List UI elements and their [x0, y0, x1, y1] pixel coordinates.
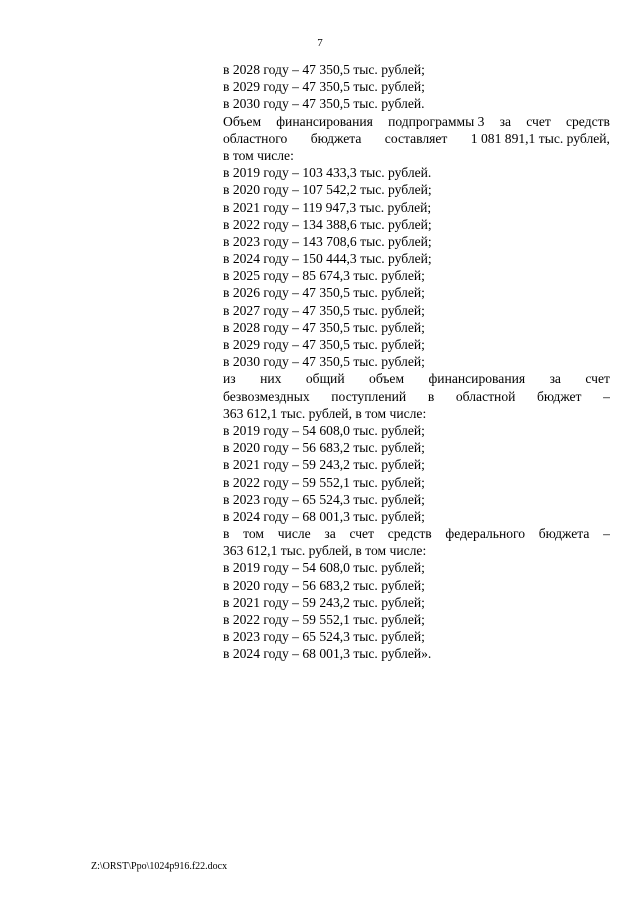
gratuitous-funding-2023: в 2023 году – 65 524,3 тыс. рублей; — [223, 491, 425, 507]
word: Объем — [223, 113, 262, 129]
gratuitous-funding-2021: в 2021 году – 59 243,2 тыс. рублей; — [223, 457, 425, 473]
regional-funding-2024: в 2024 году – 150 444,3 тыс. рублей; — [223, 251, 432, 267]
gratuitous-funding-2019: в 2019 году – 54 608,0 тыс. рублей; — [223, 422, 425, 438]
word: составляет — [384, 130, 448, 146]
federal-funding-2024: в 2024 году – 68 001,3 тыс. рублей». — [223, 646, 432, 662]
federal-funding-2021: в 2021 году – 59 243,2 тыс. рублей; — [223, 594, 425, 610]
page-number: 7 — [317, 37, 323, 49]
word: счет — [526, 113, 551, 129]
funding-line-2028: в 2028 году – 47 350,5 тыс. рублей; — [223, 62, 425, 77]
regional-funding-2021: в 2021 году – 119 947,3 тыс. рублей; — [223, 199, 432, 215]
regional-funding-2019: в 2019 году – 103 433,3 тыс. рублей. — [223, 165, 432, 181]
regional-funding-2029: в 2029 году – 47 350,5 тыс. рублей; — [223, 337, 425, 352]
federal-funding-2019: в 2019 году – 54 608,0 тыс. рублей; — [223, 560, 425, 576]
gratuitous-funding-2020: в 2020 году – 56 683,2 тыс. рублей; — [223, 440, 425, 456]
word: общий — [305, 371, 345, 387]
word: из — [223, 371, 236, 387]
subprogram-3-paragraph-line-3: в том числе: — [223, 147, 294, 163]
word: областной — [455, 388, 516, 404]
word: том — [243, 526, 265, 542]
word: за — [549, 371, 561, 387]
federal-funding-2023: в 2023 году – 65 524,3 тыс. рублей; — [223, 629, 425, 645]
regional-funding-2026: в 2026 году – 47 350,5 тыс. рублей; — [223, 285, 425, 301]
word: 1 081 891,1 тыс. рублей, — [470, 130, 610, 146]
document-body — [223, 61, 610, 663]
word: бюджет — [537, 388, 582, 404]
word: подпрограммы 3 — [388, 113, 485, 129]
word: за — [324, 526, 336, 542]
federal-budget-paragraph-line-2: 363 612,1 тыс. рублей, в том числе: — [223, 543, 427, 559]
funding-line-2030: в 2030 году – 47 350,5 тыс. рублей. — [223, 96, 425, 112]
regional-funding-2028: в 2028 году – 47 350,5 тыс. рублей; — [223, 319, 425, 335]
word: – — [603, 526, 610, 542]
gratuitous-funding-2022: в 2022 году – 59 552,1 тыс. рублей; — [223, 474, 425, 490]
word: счет — [585, 371, 610, 387]
subprogram-3-paragraph-line-1 — [223, 113, 610, 130]
word: в — [427, 388, 435, 404]
subprogram-3-paragraph-line-2 — [223, 130, 610, 147]
word: бюджета — [310, 130, 362, 146]
word: счет — [349, 526, 375, 542]
footer-file-path: Z:\ORST\Ppo\1024p916.f22.docx — [91, 861, 228, 872]
gratuitous-receipts-paragraph-line-2 — [223, 388, 610, 405]
gratuitous-funding-2024: в 2024 году – 68 001,3 тыс. рублей; — [223, 508, 425, 524]
word: в — [223, 526, 230, 542]
regional-funding-2025: в 2025 году – 85 674,3 тыс. рублей; — [223, 268, 425, 284]
regional-funding-2022: в 2022 году – 134 388,6 тыс. рублей; — [223, 216, 432, 232]
word: числе — [277, 526, 311, 542]
word: федерального — [445, 526, 526, 542]
federal-budget-paragraph-line-1 — [223, 525, 610, 542]
word: средств — [387, 526, 432, 542]
gratuitous-receipts-paragraph-line-1 — [223, 370, 610, 387]
word: них — [260, 371, 282, 387]
federal-funding-2022: в 2022 году – 59 552,1 тыс. рублей; — [223, 612, 425, 627]
regional-funding-2020: в 2020 году – 107 542,2 тыс. рублей; — [223, 182, 432, 198]
word: безвозмездных — [223, 388, 310, 404]
regional-funding-2030: в 2030 году – 47 350,5 тыс. рублей; — [223, 354, 425, 370]
word: бюджета — [538, 526, 590, 542]
word: финансирования — [428, 371, 526, 387]
word: финансирования — [276, 113, 373, 129]
word: – — [603, 388, 610, 404]
word: за — [499, 113, 512, 129]
word: средств — [565, 113, 610, 129]
word: объем — [369, 371, 405, 387]
regional-funding-2023: в 2023 году – 143 708,6 тыс. рублей; — [223, 233, 432, 249]
regional-funding-2027: в 2027 году – 47 350,5 тыс. рублей; — [223, 302, 425, 318]
gratuitous-receipts-paragraph-line-3: 363 612,1 тыс. рублей, в том числе: — [223, 405, 427, 421]
word: поступлений — [331, 388, 407, 404]
word: областного — [223, 130, 288, 146]
federal-funding-2020: в 2020 году – 56 683,2 тыс. рублей; — [223, 577, 425, 593]
funding-line-2029: в 2029 году – 47 350,5 тыс. рублей; — [223, 79, 425, 95]
